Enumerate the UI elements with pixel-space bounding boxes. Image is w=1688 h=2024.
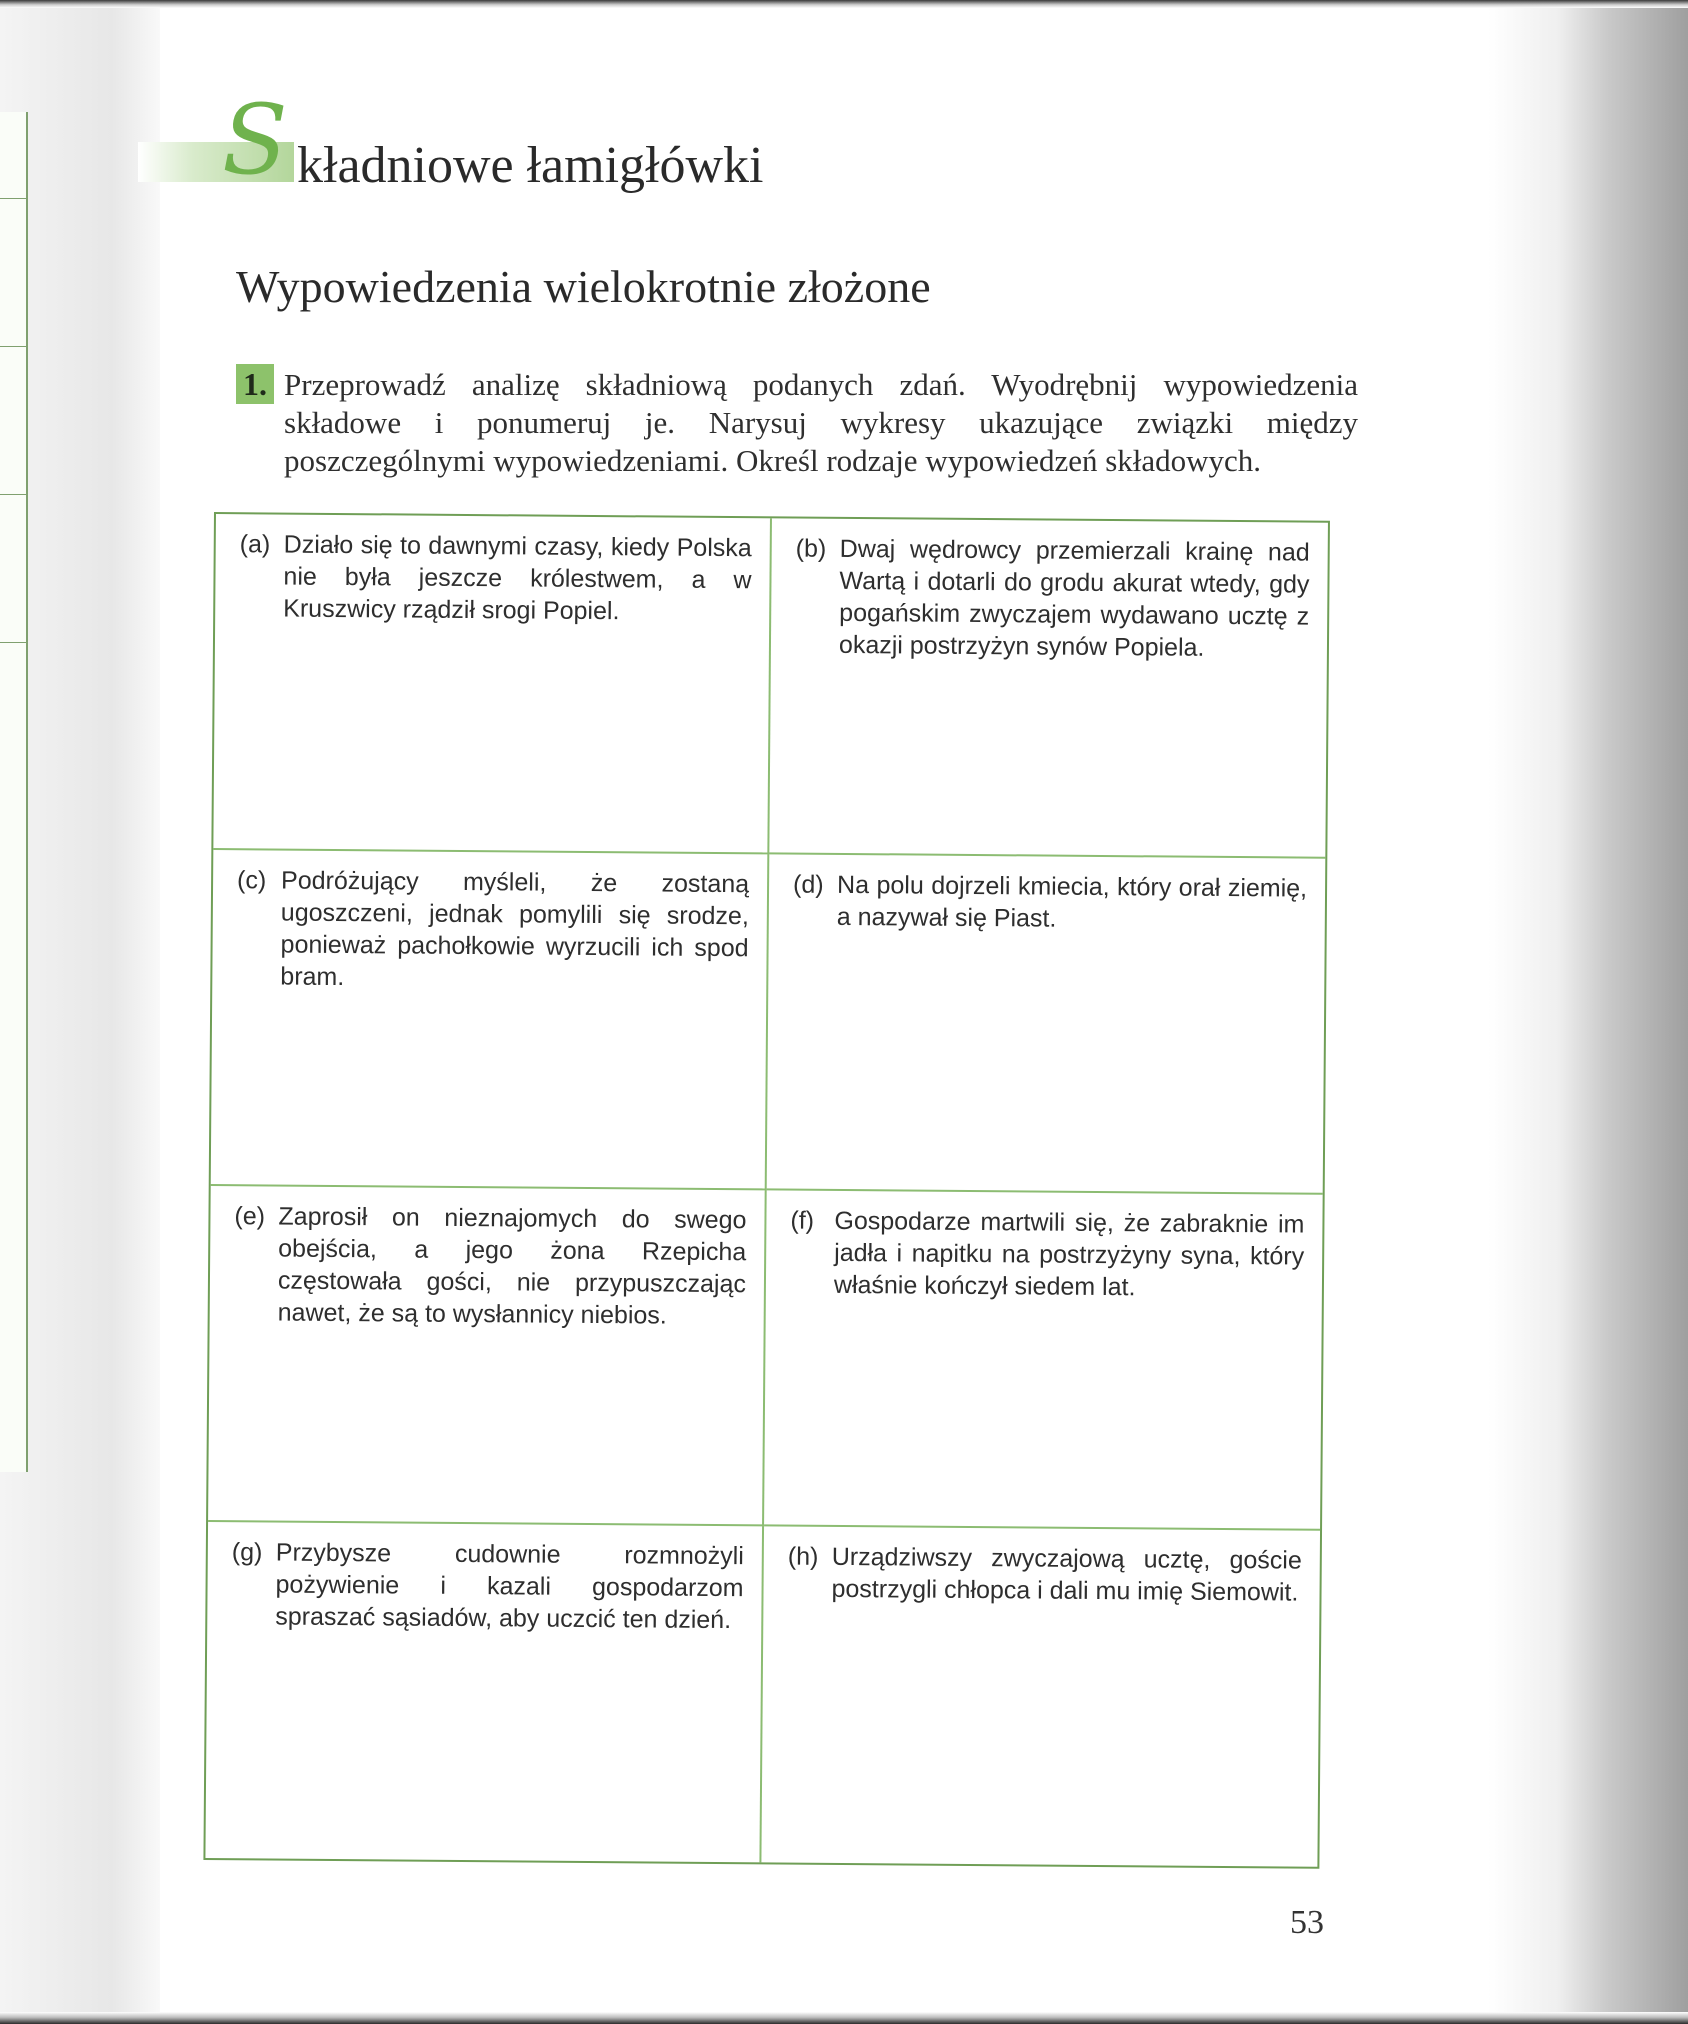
scan-shadow-right: [1488, 0, 1688, 2024]
task-number-badge: 1.: [236, 364, 274, 404]
exercise-cell-c[interactable]: [211, 850, 770, 1190]
cell-label: (h): [787, 1542, 819, 1571]
cell-label: (f): [790, 1206, 815, 1235]
page-title: kładniowe łamigłówki: [297, 137, 764, 194]
scan-edge-bottom: [0, 2012, 1688, 2024]
cell-sentence: Przybysze cudownie rozmnożyli pożywienie i kazali gospodarzom spraszać sąsiadów, aby uczcić ten dzień.: [275, 1538, 744, 1635]
cell-label: (d): [792, 870, 824, 899]
exercise-cell-f[interactable]: [764, 1190, 1323, 1530]
exercise-cell-h[interactable]: [761, 1526, 1320, 1866]
cell-label: (c): [236, 866, 267, 895]
exercise-cell-b[interactable]: [769, 518, 1328, 858]
cell-sentence: Działo się to dawnymi czasy, kiedy Polska nie była jeszcze królestwem, a w Kruszwicy rządził srogi Popiel.: [283, 530, 752, 626]
cell-sentence: Dwaj wędrowcy przemierzali krainę nad Wartą i dotarli do grodu akurat wtedy, gdy pogańskim zwyczajem wydawano ucztę z okazji postrzyżyn synów Popiela.: [838, 534, 1310, 662]
cell-sentence: Podróżujący myśleli, że zostaną ugoszczeni, jednak pomylili się srodze, ponieważ pachołkowie wyrzucili ich spod bram.: [280, 866, 750, 992]
page-number: 53: [1290, 1904, 1324, 1941]
scan-edge-top: [0, 0, 1688, 8]
task-instruction: Przeprowadź analizę składniową podanych zdań. Wyodrębnij wypowiedzenia składowe i ponumeruj je. Narysuj wykresy ukazujące związki między poszczególnymi wypowiedzeniami. Określ rodzaje wypowiedzeń składowych.: [284, 367, 1358, 478]
cell-sentence: Na polu dojrzeli kmiecia, który orał ziemię, a nazywał się Piast.: [836, 870, 1308, 933]
cell-sentence: Gospodarze martwili się, że zabraknie im jadła i napitku na postrzyżyny syna, który właśnie kończył siedem lat.: [833, 1206, 1305, 1302]
exercise-cell-e[interactable]: [208, 1186, 767, 1526]
title-drop-cap: S: [222, 84, 288, 196]
previous-page-edge: [0, 112, 28, 1472]
cell-sentence: Zaprosił on nieznajomych do swego obejścia, a jego żona Rzepicha częstowała gości, nie przypuszczając nawet, że są to wysłannicy niebios.: [277, 1202, 747, 1330]
cell-sentence: Urządziwszy zwyczajową ucztę, goście postrzygli chłopca i dali mu imię Siemowit.: [831, 1542, 1302, 1607]
exercise-cell-d[interactable]: [767, 854, 1326, 1194]
exercise-cell-g[interactable]: [205, 1522, 764, 1862]
cell-label: (a): [239, 530, 271, 559]
exercise-grid: [203, 512, 1330, 1869]
section-subtitle: Wypowiedzenia wielokrotnie złożone: [236, 261, 931, 312]
cell-label: (e): [234, 1202, 266, 1231]
cell-label: (b): [795, 534, 827, 563]
exercise-cell-a[interactable]: [213, 514, 772, 854]
cell-label: (g): [231, 1538, 263, 1567]
